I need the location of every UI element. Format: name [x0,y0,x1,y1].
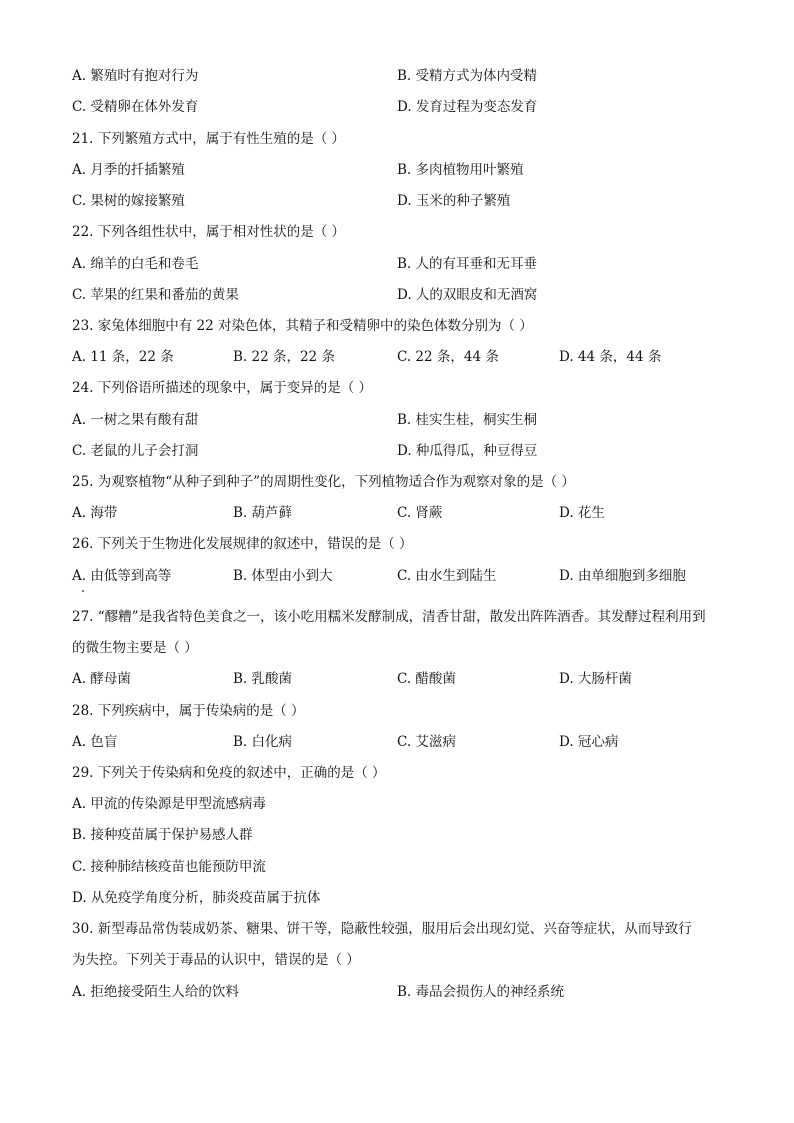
q25-option-b: B. 葫芦藓 [233,505,293,521]
q24-option-d: D. 种瓜得瓜，种豆得豆 [397,443,538,459]
q20-option-a: A. 繁殖时有抱对行为 [72,68,199,84]
q27-stem-line1: 27. “醪糟”是我省特色美食之一，该小吃用糯米发酵制成，清香甘甜，散发出阵阵酒香。其发酵过程利用到 [72,609,706,625]
q22-option-a: A. 绵羊的白毛和卷毛 [72,256,199,272]
q26-option-d: D. 由单细胞到多细胞 [559,568,686,584]
q22-option-c: C. 苹果的红果和番茄的黄果 [72,287,239,303]
q26-option-a: A. 由低等到高等 [72,568,172,584]
q27-option-d: D. 大肠杆菌 [559,671,632,687]
q22-option-d: D. 人的双眼皮和无酒窝 [397,287,538,303]
q25-stem: 25. 为观察植物“从种子到种子”的周期性变化，下列植物适合作为观察对象的是（ ） [72,474,575,490]
q23-option-b: B. 22 条，22 条 [233,349,335,365]
q26-option-c: C. 由水生到陆生 [397,568,497,584]
q29-option-b: B. 接种疫苗属于保护易感人群 [72,827,253,843]
q29-stem: 29. 下列关于传染病和免疫的叙述中，正确的是（ ） [72,765,386,781]
q30-option-a: A. 拒绝接受陌生人给的饮料 [72,984,239,1000]
q20-option-d: D. 发育过程为变态发育 [397,99,538,115]
q24-option-c: C. 老鼠的儿子会打洞 [72,443,199,459]
q21-option-c: C. 果树的嫁接繁殖 [72,193,185,209]
q23-option-c: C. 22 条，44 条 [397,349,499,365]
q28-option-d: D. 冠心病 [559,734,619,750]
q21-option-d: D. 玉米的种子繁殖 [397,193,511,209]
q27-option-a: A. 酵母菌 [72,671,131,687]
q27-stem-line2: 的微生物主要是（ ） [72,640,198,656]
q20-option-b: B. 受精方式为体内受精 [397,68,538,84]
q28-stem: 28. 下列疾病中，属于传染病的是（ ） [72,703,305,719]
q25-option-d: D. 花生 [559,505,605,521]
q28-option-b: B. 白化病 [233,734,293,750]
q23-option-a: A. 11 条，22 条 [72,349,174,365]
q21-stem: 21. 下列繁殖方式中，属于有性生殖的是（ ） [72,131,346,147]
q23-stem: 23. 家兔体细胞中有 22 对染色体，其精子和受精卵中的染色体数分别为（ ） [72,318,533,334]
q26-stem: 26. 下列关于生物进化发展规律的叙述中，错误的是（ ） [72,536,413,552]
q23-option-d: D. 44 条，44 条 [559,349,662,365]
q26-option-b: B. 体型由小到大 [233,568,333,584]
q24-stem: 24. 下列俗语所描述的现象中，属于变异的是（ ） [72,380,373,396]
q27-option-b: B. 乳酸菌 [233,671,293,687]
q22-stem: 22. 下列各组性状中，属于相对性状的是（ ） [72,224,346,240]
q28-option-c: C. 艾滋病 [397,734,456,750]
q20-option-c: C. 受精卵在体外发育 [72,99,199,115]
q27-option-c: C. 醋酸菌 [397,671,456,687]
q25-option-a: A. 海带 [72,505,118,521]
q29-option-c: C. 接种肺结核疫苗也能预防甲流 [72,859,266,875]
q30-stem-line1: 30. 新型毒品常伪装成奶茶、糖果、饼干等，隐蔽性较强，服用后会出现幻觉、兴奋等症状，从而导致行 [72,921,692,937]
q22-option-b: B. 人的有耳垂和无耳垂 [397,256,538,272]
q29-option-d: D. 从免疫学角度分析，肺炎疫苗属于抗体 [72,890,321,906]
q25-option-c: C. 肾蕨 [397,505,443,521]
q24-option-a: A. 一树之果有酸有甜 [72,412,199,428]
q24-option-b: B. 桂实生桂，桐实生桐 [397,412,538,428]
q30-option-b: B. 毒品会损伤人的神经系统 [397,984,565,1000]
q29-option-a: A. 甲流的传染源是甲型流感病毒 [72,796,266,812]
stray-dot-mark [82,590,84,592]
q30-stem-line2: 为失控。下列关于毒品的认识中，错误的是（ ） [72,952,360,968]
q28-option-a: A. 色盲 [72,734,118,750]
q21-option-a: A. 月季的扦插繁殖 [72,162,185,178]
q21-option-b: B. 多肉植物用叶繁殖 [397,162,524,178]
